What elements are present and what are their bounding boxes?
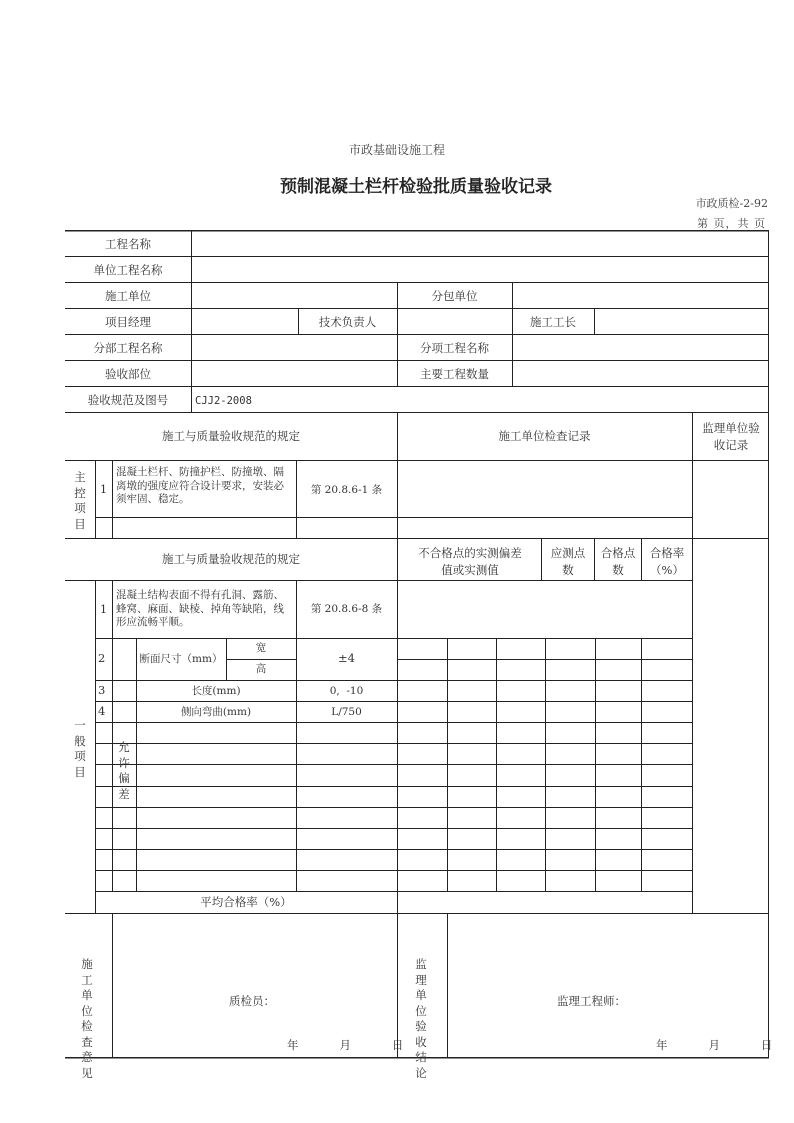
- contractor-opinion-label: 施工单位检查意见: [81, 957, 93, 1080]
- division-label: 分部工程名称: [93, 341, 163, 355]
- general-item3-no: 3: [98, 683, 106, 697]
- general-item2-sub1: 宽: [255, 642, 267, 654]
- subitem-label: 分项工程名称: [420, 341, 489, 355]
- general-col-deviation: 不合格点的实测偏差值或实测值: [418, 546, 522, 577]
- inspector-label: 质检员：: [229, 994, 275, 1008]
- main-col-supervision: 监理单位验收记录: [702, 421, 760, 452]
- form-code: 市政质检-2-92: [695, 197, 768, 210]
- project-manager-label: 项目经理: [105, 315, 151, 329]
- page-title: 预制混凝土栏杆检验批质量验收记录: [280, 177, 552, 197]
- general-item3-name: 长度(mm): [191, 685, 241, 697]
- general-item4-name: 侧向弯曲(mm): [180, 706, 252, 718]
- supervision-conclusion-label: 监理单位验收结论: [415, 957, 427, 1080]
- contractor-label: 施工单位: [105, 289, 151, 303]
- general-side-label: 一般项目: [74, 718, 86, 779]
- spec-value: CJJ2-2008: [195, 395, 252, 407]
- general-item4-no: 4: [98, 704, 106, 718]
- spec-label: 验收规范及图号: [87, 393, 169, 407]
- page-info: 第 页，共 页: [697, 217, 766, 230]
- project-name-label: 工程名称: [105, 237, 151, 251]
- general-col-rate: 合格率（%）: [649, 546, 685, 577]
- foreman-label: 施工工长: [530, 315, 576, 329]
- general-item3-value: 0, -10: [329, 685, 364, 697]
- acceptance-part-label: 验收部位: [105, 367, 151, 381]
- main-control-side-label: 主控项目: [74, 470, 86, 531]
- general-col-spec: 施工与质量验收规范的规定: [162, 552, 300, 566]
- general-item4-value: L/750: [331, 706, 362, 718]
- main-col-record: 施工单位检查记录: [498, 429, 591, 443]
- unit-project-label: 单位工程名称: [93, 263, 163, 277]
- subcontractor-label: 分包单位: [431, 289, 478, 303]
- general-item1-no: 1: [99, 602, 108, 616]
- main-quantity-label: 主要工程数量: [420, 367, 489, 381]
- general-item1-text: 混凝土结构表面不得有孔洞、露筋、蜂窝、麻面、缺棱、掉角等缺陷，线形应流畅平顺。: [116, 589, 284, 629]
- general-col-should: 应测点数: [550, 546, 586, 577]
- main-item-clause: 第 20.8.6-1 条: [310, 484, 383, 496]
- general-col-pass: 合格点数: [600, 546, 636, 577]
- supervision-date: 年 月 日: [656, 1038, 773, 1052]
- main-col-spec: 施工与质量验收规范的规定: [162, 429, 300, 443]
- general-item2-value: ±4: [338, 651, 355, 665]
- general-item1-clause: 第 20.8.6-8 条: [310, 603, 383, 615]
- tolerance-side-label: 允许偏差: [118, 740, 130, 801]
- main-item-text: 混凝土栏杆、防撞护栏、防撞墩、隔离墩的强度应符合设计要求，安装必须牢固、稳定。: [116, 466, 284, 506]
- main-item-no: 1: [99, 482, 108, 496]
- category-label: 市政基础设施工程: [348, 143, 445, 157]
- contractor-date: 年 月 日: [287, 1038, 404, 1052]
- general-item2-sub2: 高: [255, 663, 267, 675]
- general-item2-name: 断面尺寸（mm）: [139, 653, 223, 665]
- general-item2-no: 2: [98, 651, 106, 665]
- engineer-label: 监理工程师：: [557, 994, 626, 1008]
- average-rate-label: 平均合格率（%）: [200, 895, 292, 909]
- tech-lead-label: 技术负责人: [318, 315, 377, 329]
